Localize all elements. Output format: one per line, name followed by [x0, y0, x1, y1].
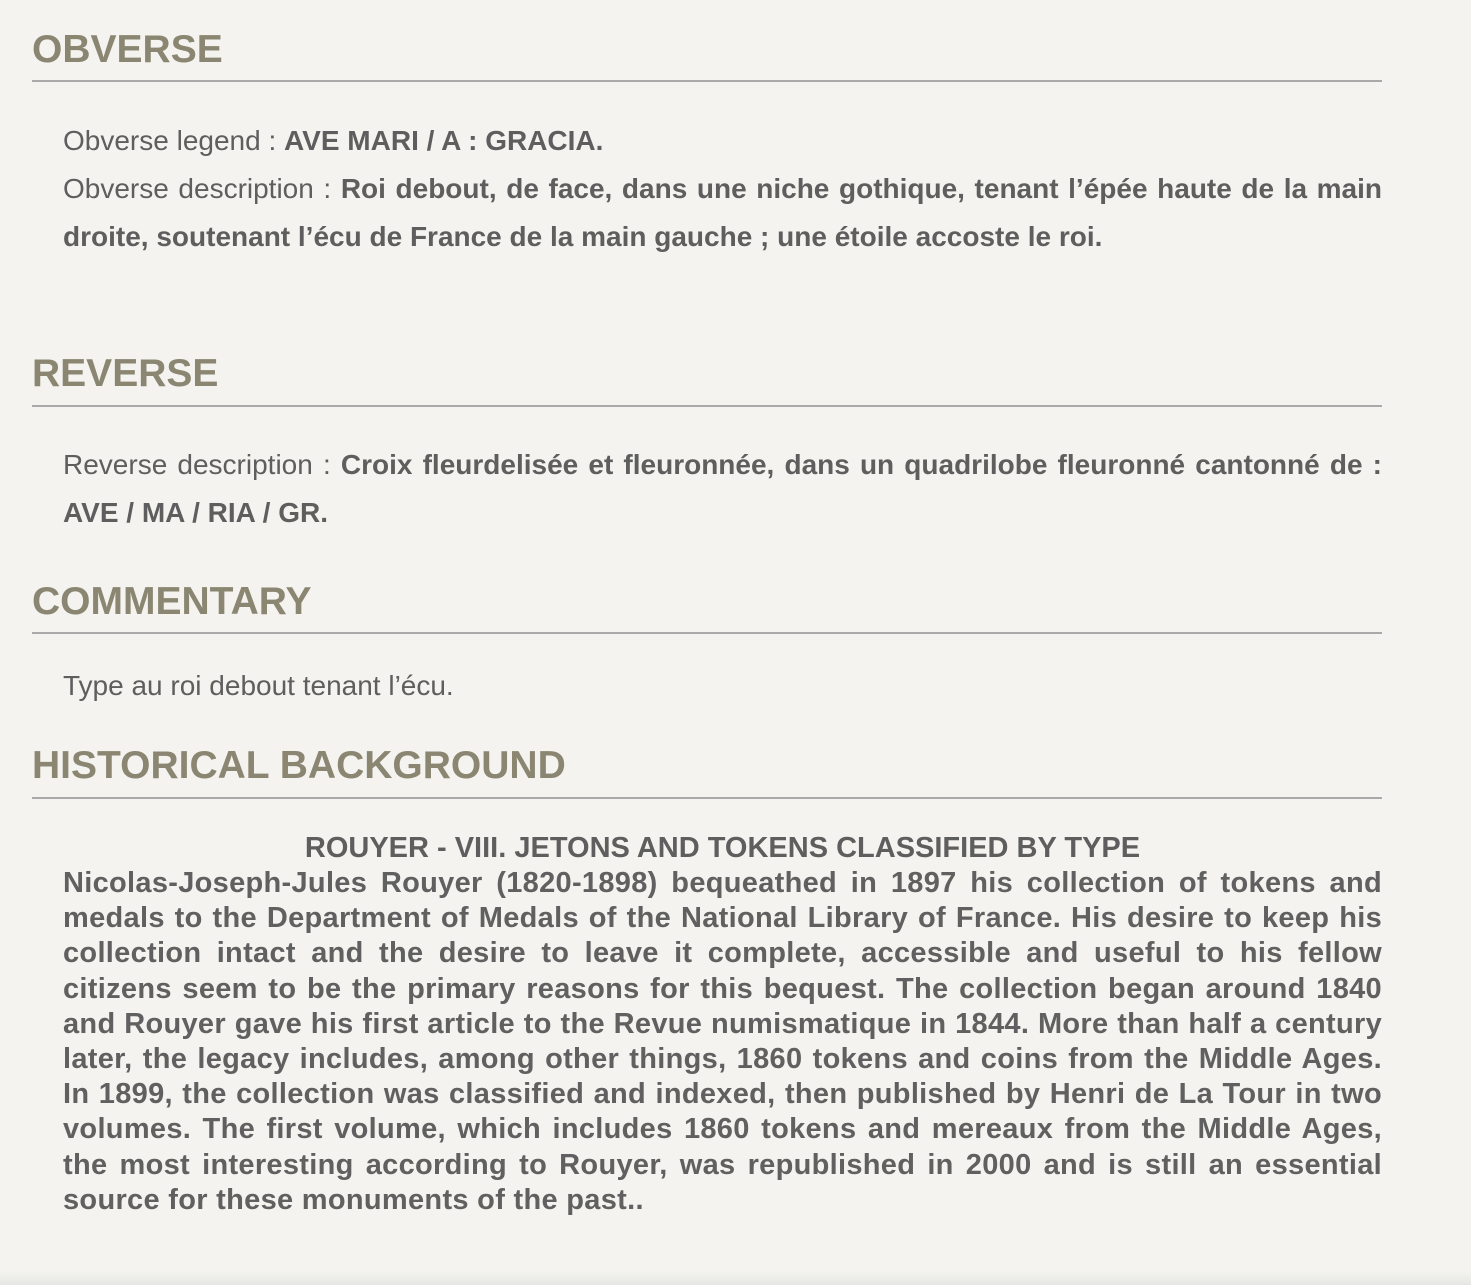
obverse-description-value: Roi debout, de face, dans une niche gothique, tenant l’épée haute de la main droite, soutenant l’écu de France de la main gauche ; une étoile accoste le roi.	[63, 173, 1382, 252]
commentary-text: Type au roi debout tenant l’écu.	[63, 670, 454, 701]
historical-subtitle: ROUYER - VIII. JETONS AND TOKENS CLASSIFIED BY TYPE	[304, 832, 1141, 864]
commentary-divider	[32, 632, 1382, 634]
obverse-legend-row	[63, 117, 1382, 165]
obverse-divider	[32, 80, 1382, 82]
historical-text: Nicolas-Joseph-Jules Rouyer (1820-1898) bequeathed in 1897 his collection of tokens and medals to the Department of Medals of the National Library of France. His desire to keep his collection intact and the desire to leave it complete, accessible and useful to his fellow citizens seem to be the primary reasons for this bequest. The collection began around 1840 and Rouyer gave his first article to the Revue numismatique in 1844. More than half a century later, the legacy includes, among other things, 1860 tokens and coins from the Middle Ages. In 1899, the collection was classified and indexed, then published by Henri de La Tour in two volumes. The first volume, which includes 1860 tokens and mereaux from the Middle Ages, the most interesting according to Rouyer, was republished in 2000 and is still an essential source for these monuments of the past..	[63, 867, 1382, 1216]
reverse-description-value: Croix fleurdelisée et fleuronnée, dans un quadrilobe fleuronné cantonné de : AVE / MA / RIA / GR.	[63, 449, 1382, 528]
bottom-scroll-shadow	[0, 1271, 1471, 1285]
obverse-description-label: Obverse description :	[63, 173, 332, 204]
reverse-heading: REVERSE	[32, 352, 219, 395]
obverse-heading: OBVERSE	[32, 28, 223, 71]
reverse-details	[32, 441, 1382, 537]
reverse-description-label: Reverse description :	[63, 449, 331, 480]
obverse-legend-value: AVE MARI / A : GRACIA.	[284, 125, 604, 156]
reverse-description-row	[63, 441, 1382, 537]
obverse-description-row	[63, 165, 1382, 261]
obverse-legend-label: Obverse legend :	[63, 125, 277, 156]
historical-divider	[32, 797, 1382, 799]
reverse-divider	[32, 405, 1382, 407]
commentary-heading: COMMENTARY	[32, 580, 312, 623]
historical-heading: HISTORICAL BACKGROUND	[32, 744, 566, 787]
obverse-details	[32, 117, 1382, 261]
commentary-body	[32, 662, 1382, 710]
historical-body	[32, 830, 1382, 1218]
